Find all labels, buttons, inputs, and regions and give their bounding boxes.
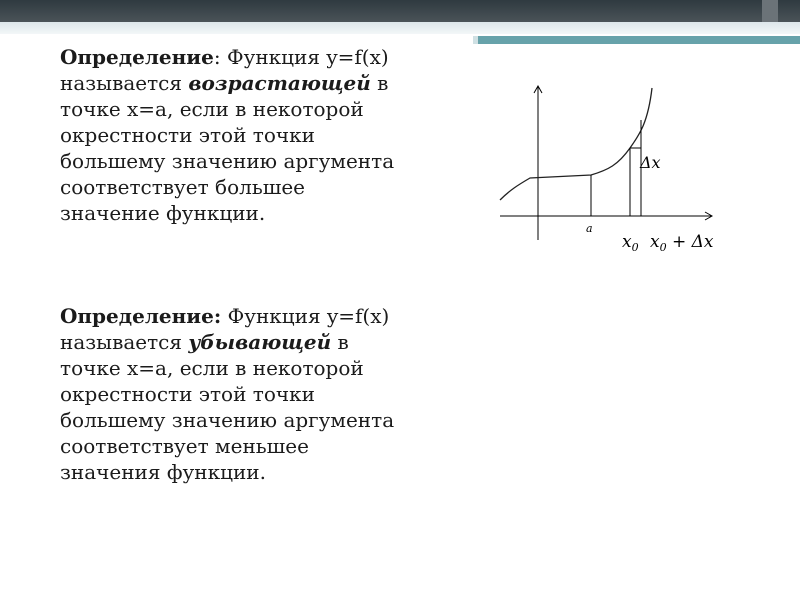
keyword-decreasing: убывающей bbox=[188, 330, 332, 354]
label-x0dx-rest: + Δx bbox=[666, 232, 714, 252]
definition-increasing-text bbox=[60, 44, 400, 226]
top-banner-shade bbox=[0, 22, 800, 34]
label-x0-var: x bbox=[622, 232, 632, 252]
label-a: a bbox=[586, 222, 593, 235]
label-x0dx-sub: 0 bbox=[659, 241, 667, 254]
label-x0-sub: 0 bbox=[631, 241, 639, 254]
function-graph bbox=[490, 80, 740, 270]
top-banner-notch bbox=[762, 0, 778, 22]
function-graph-svg bbox=[490, 80, 740, 270]
definition-decreasing-text bbox=[60, 303, 400, 485]
definition-intro: Функция y=f(x) называется bbox=[60, 45, 389, 95]
label-delta-x: Δx bbox=[640, 153, 661, 172]
definition-decreasing bbox=[60, 303, 400, 485]
top-banner bbox=[0, 0, 800, 22]
definition-term: Определение bbox=[60, 45, 214, 69]
function-curve bbox=[500, 88, 652, 200]
definition-rest: в точке x=a, если в некоторой окрестности этой точки большему значению аргумента соответствует большее значение функции. bbox=[60, 71, 395, 225]
definition-term: Определение: bbox=[60, 304, 222, 328]
definition-increasing bbox=[60, 44, 400, 226]
label-x0dx-var: x bbox=[650, 232, 660, 252]
definition-rest: в точке x=a, если в некоторой окрестности этой точки большему значению аргумента соответствует меньшее значения функции. bbox=[60, 330, 395, 484]
definition-intro: Функция y=f(x) называется bbox=[60, 304, 390, 354]
label-x0 bbox=[622, 232, 639, 254]
label-x0-plus-dx bbox=[650, 232, 714, 254]
top-accent-stripe bbox=[478, 36, 800, 44]
keyword-increasing: возрастающей bbox=[188, 71, 371, 95]
definition-colon: : bbox=[213, 45, 227, 69]
